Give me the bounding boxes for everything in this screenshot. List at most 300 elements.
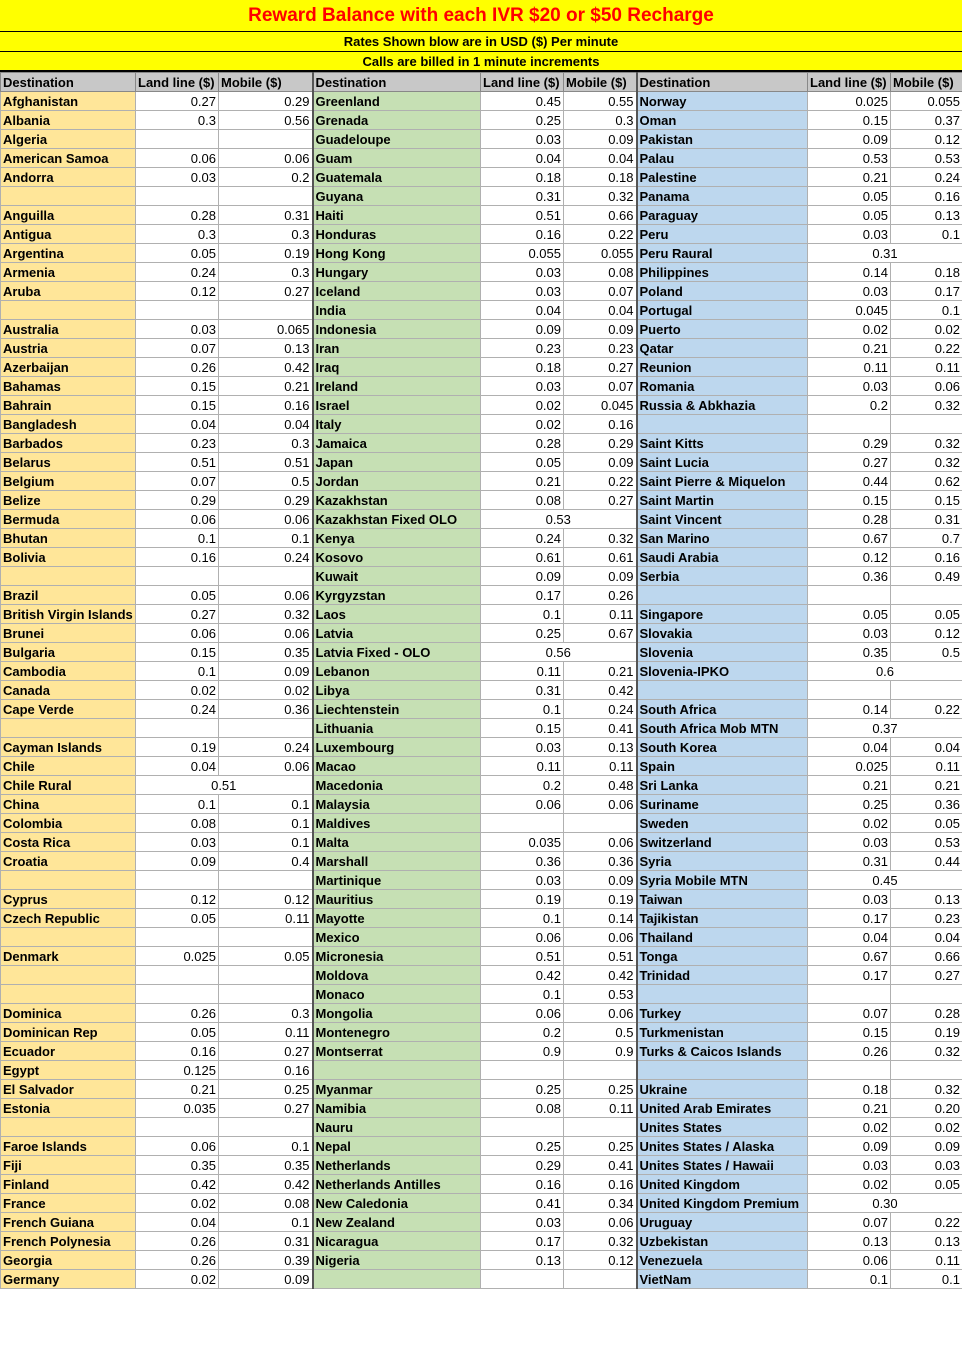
mobile-rate-cell [219, 928, 313, 947]
landline-rate-cell: 0.26 [136, 1232, 219, 1251]
mobile-rate-cell: 0.11 [891, 1251, 962, 1270]
mobile-rate-cell: 0.42 [564, 681, 637, 700]
mobile-rate-cell: 0.08 [564, 263, 637, 282]
landline-rate-cell: 0.21 [808, 339, 891, 358]
destination-cell: Kazakhstan [313, 491, 481, 510]
table-row [1, 795, 962, 814]
mobile-rate-cell: 0.04 [564, 301, 637, 320]
destination-cell: Slovenia [637, 643, 808, 662]
landline-rate-cell: 0.21 [808, 168, 891, 187]
destination-cell: Moldova [313, 966, 481, 985]
mobile-rate-cell: 0.24 [564, 700, 637, 719]
table-row [1, 624, 962, 643]
mobile-rate-cell: 0.06 [564, 1004, 637, 1023]
destination-cell: United Arab Emirates [637, 1099, 808, 1118]
table-row [1, 320, 962, 339]
landline-rate-cell: 0.09 [481, 567, 564, 586]
landline-rate-cell: 0.15 [136, 396, 219, 415]
landline-rate-cell [481, 1270, 564, 1289]
landline-rate-cell: 0.08 [481, 491, 564, 510]
mobile-rate-cell: 0.23 [564, 339, 637, 358]
landline-rate-cell: 0.08 [481, 1099, 564, 1118]
mobile-rate-cell: 0.06 [219, 149, 313, 168]
landline-rate-cell: 0.03 [808, 833, 891, 852]
landline-rate-cell: 0.03 [808, 1156, 891, 1175]
header-mobile: Mobile ($) [564, 73, 637, 92]
landline-rate-cell: 0.17 [481, 1232, 564, 1251]
landline-rate-cell: 0.21 [808, 1099, 891, 1118]
destination-cell: Ireland [313, 377, 481, 396]
destination-cell: Guatemala [313, 168, 481, 187]
mobile-rate-cell: 0.32 [564, 187, 637, 206]
destination-cell: Netherlands Antilles [313, 1175, 481, 1194]
landline-rate-cell: 0.51 [481, 947, 564, 966]
mobile-rate-cell: 0.39 [219, 1251, 313, 1270]
destination-cell: Austria [1, 339, 136, 358]
mobile-rate-cell: 0.41 [564, 1156, 637, 1175]
destination-cell [637, 586, 808, 605]
mobile-rate-cell [219, 1118, 313, 1137]
mobile-rate-cell: 0.12 [891, 130, 962, 149]
landline-rate-cell: 0.1 [136, 795, 219, 814]
destination-cell: Bolivia [1, 548, 136, 567]
destination-cell: South Africa Mob MTN [637, 719, 808, 738]
destination-cell: Mayotte [313, 909, 481, 928]
mobile-rate-cell: 0.11 [564, 757, 637, 776]
destination-cell: Qatar [637, 339, 808, 358]
landline-rate-cell: 0.035 [481, 833, 564, 852]
destination-cell: Slovenia-IPKO [637, 662, 808, 681]
landline-rate-cell: 0.27 [136, 92, 219, 111]
mobile-rate-cell: 0.03 [891, 1156, 962, 1175]
landline-rate-cell: 0.02 [808, 1118, 891, 1137]
landline-rate-cell: 0.09 [808, 130, 891, 149]
header-landline: Land line ($) [136, 73, 219, 92]
landline-rate-cell: 0.18 [481, 358, 564, 377]
landline-rate-cell: 0.35 [136, 1156, 219, 1175]
table-row [1, 909, 962, 928]
landline-rate-cell: 0.05 [136, 1023, 219, 1042]
destination-cell: Kenya [313, 529, 481, 548]
mobile-rate-cell [219, 301, 313, 320]
mobile-rate-cell: 0.16 [219, 396, 313, 415]
landline-rate-cell: 0.15 [136, 643, 219, 662]
destination-cell: Fiji [1, 1156, 136, 1175]
destination-cell: Haiti [313, 206, 481, 225]
landline-rate-cell: 0.19 [136, 738, 219, 757]
mobile-rate-cell: 0.16 [219, 1061, 313, 1080]
destination-cell: Luxembourg [313, 738, 481, 757]
landline-rate-cell: 0.27 [136, 605, 219, 624]
landline-rate-cell: 0.07 [136, 339, 219, 358]
landline-rate-cell: 0.025 [136, 947, 219, 966]
landline-rate-cell: 0.2 [481, 1023, 564, 1042]
landline-rate-cell: 0.28 [808, 510, 891, 529]
mobile-rate-cell: 0.31 [219, 1232, 313, 1251]
destination-cell: Bahamas [1, 377, 136, 396]
destination-cell: Unites States / Alaska [637, 1137, 808, 1156]
destination-cell: Cyprus [1, 890, 136, 909]
mobile-rate-cell: 0.35 [219, 1156, 313, 1175]
mobile-rate-cell: 0.32 [891, 1080, 962, 1099]
destination-cell [313, 1270, 481, 1289]
landline-rate-cell: 0.1 [136, 662, 219, 681]
table-row [1, 472, 962, 491]
landline-rate-cell: 0.025 [808, 92, 891, 111]
table-row [1, 168, 962, 187]
mobile-rate-cell: 0.09 [564, 453, 637, 472]
landline-rate-cell: 0.15 [808, 111, 891, 130]
landline-rate-cell: 0.51 [481, 206, 564, 225]
flat-rate-cell: 0.56 [481, 643, 637, 662]
destination-cell [1, 187, 136, 206]
mobile-rate-cell: 0.16 [891, 187, 962, 206]
mobile-rate-cell: 0.32 [891, 453, 962, 472]
landline-rate-cell: 0.1 [136, 529, 219, 548]
destination-cell: Uruguay [637, 1213, 808, 1232]
destination-cell: Mauritius [313, 890, 481, 909]
landline-rate-cell: 0.21 [481, 472, 564, 491]
landline-rate-cell: 0.16 [136, 548, 219, 567]
header-destination: Destination [637, 73, 808, 92]
mobile-rate-cell: 0.27 [219, 1099, 313, 1118]
destination-cell: Syria [637, 852, 808, 871]
destination-cell: Afghanistan [1, 92, 136, 111]
destination-cell: Egypt [1, 1061, 136, 1080]
destination-cell: United Kingdom [637, 1175, 808, 1194]
mobile-rate-cell: 0.3 [219, 434, 313, 453]
destination-cell: Macedonia [313, 776, 481, 795]
destination-cell: French Polynesia [1, 1232, 136, 1251]
mobile-rate-cell: 0.20 [891, 1099, 962, 1118]
table-row [1, 301, 962, 320]
landline-rate-cell: 0.25 [481, 1080, 564, 1099]
flat-rate-cell: 0.30 [808, 1194, 962, 1213]
landline-rate-cell: 0.15 [808, 1023, 891, 1042]
landline-rate-cell: 0.03 [481, 130, 564, 149]
mobile-rate-cell [219, 187, 313, 206]
destination-cell: Myanmar [313, 1080, 481, 1099]
flat-rate-cell: 0.37 [808, 719, 962, 738]
table-row [1, 187, 962, 206]
landline-rate-cell [136, 985, 219, 1004]
landline-rate-cell: 0.1 [808, 1270, 891, 1289]
mobile-rate-cell: 0.31 [891, 510, 962, 529]
landline-rate-cell: 0.04 [136, 415, 219, 434]
mobile-rate-cell: 0.5 [219, 472, 313, 491]
landline-rate-cell: 0.31 [481, 187, 564, 206]
mobile-rate-cell: 0.16 [891, 548, 962, 567]
mobile-rate-cell: 0.27 [219, 1042, 313, 1061]
destination-cell [1, 301, 136, 320]
destination-cell: Greenland [313, 92, 481, 111]
landline-rate-cell: 0.2 [808, 396, 891, 415]
landline-rate-cell [136, 966, 219, 985]
mobile-rate-cell [564, 1270, 637, 1289]
landline-rate-cell: 0.03 [136, 320, 219, 339]
mobile-rate-cell [891, 1061, 962, 1080]
table-row [1, 586, 962, 605]
landline-rate-cell: 0.13 [808, 1232, 891, 1251]
mobile-rate-cell: 0.065 [219, 320, 313, 339]
table-row [1, 1194, 962, 1213]
mobile-rate-cell: 0.32 [891, 1042, 962, 1061]
mobile-rate-cell: 0.44 [891, 852, 962, 871]
destination-cell: Faroe Islands [1, 1137, 136, 1156]
landline-rate-cell: 0.11 [481, 662, 564, 681]
mobile-rate-cell: 0.9 [564, 1042, 637, 1061]
mobile-rate-cell: 0.53 [564, 985, 637, 1004]
landline-rate-cell: 0.26 [136, 358, 219, 377]
landline-rate-cell: 0.06 [136, 149, 219, 168]
landline-rate-cell: 0.04 [136, 1213, 219, 1232]
destination-cell: Netherlands [313, 1156, 481, 1175]
destination-cell: Japan [313, 453, 481, 472]
mobile-rate-cell: 0.3 [219, 225, 313, 244]
table-row [1, 130, 962, 149]
destination-cell: Jamaica [313, 434, 481, 453]
mobile-rate-cell: 0.27 [564, 491, 637, 510]
mobile-rate-cell [219, 966, 313, 985]
mobile-rate-cell: 0.4 [219, 852, 313, 871]
landline-rate-cell [808, 681, 891, 700]
table-row [1, 529, 962, 548]
landline-rate-cell: 0.24 [481, 529, 564, 548]
landline-rate-cell: 0.09 [481, 320, 564, 339]
mobile-rate-cell: 0.1 [219, 814, 313, 833]
mobile-rate-cell: 0.16 [564, 1175, 637, 1194]
mobile-rate-cell: 0.02 [891, 1118, 962, 1137]
mobile-rate-cell: 0.19 [219, 244, 313, 263]
flat-rate-cell: 0.6 [808, 662, 962, 681]
mobile-rate-cell: 0.05 [891, 605, 962, 624]
destination-cell: Armenia [1, 263, 136, 282]
destination-cell: Ukraine [637, 1080, 808, 1099]
landline-rate-cell: 0.05 [136, 586, 219, 605]
landline-rate-cell: 0.27 [808, 453, 891, 472]
mobile-rate-cell [564, 1061, 637, 1080]
mobile-rate-cell: 0.37 [891, 111, 962, 130]
mobile-rate-cell: 0.17 [891, 282, 962, 301]
mobile-rate-cell: 0.23 [891, 909, 962, 928]
mobile-rate-cell: 0.12 [891, 624, 962, 643]
destination-cell: Peru [637, 225, 808, 244]
mobile-rate-cell: 0.34 [564, 1194, 637, 1213]
table-row [1, 453, 962, 472]
landline-rate-cell: 0.02 [481, 396, 564, 415]
mobile-rate-cell: 0.06 [564, 928, 637, 947]
destination-cell: Honduras [313, 225, 481, 244]
landline-rate-cell: 0.28 [136, 206, 219, 225]
mobile-rate-cell: 0.21 [219, 377, 313, 396]
table-row [1, 206, 962, 225]
landline-rate-cell: 0.05 [136, 909, 219, 928]
mobile-rate-cell: 0.21 [891, 776, 962, 795]
mobile-rate-cell: 0.29 [219, 92, 313, 111]
destination-cell: Indonesia [313, 320, 481, 339]
mobile-rate-cell: 0.045 [564, 396, 637, 415]
landline-rate-cell: 0.05 [808, 605, 891, 624]
destination-cell [637, 1061, 808, 1080]
landline-rate-cell: 0.3 [136, 111, 219, 130]
mobile-rate-cell: 0.27 [219, 282, 313, 301]
mobile-rate-cell: 0.22 [564, 472, 637, 491]
table-row [1, 1099, 962, 1118]
table-row [1, 928, 962, 947]
landline-rate-cell: 0.14 [808, 700, 891, 719]
destination-cell: Palau [637, 149, 808, 168]
mobile-rate-cell: 0.02 [219, 681, 313, 700]
mobile-rate-cell: 0.27 [564, 358, 637, 377]
destination-cell: Israel [313, 396, 481, 415]
mobile-rate-cell: 0.51 [219, 453, 313, 472]
mobile-rate-cell: 0.19 [564, 890, 637, 909]
mobile-rate-cell: 0.1 [219, 529, 313, 548]
destination-cell: Italy [313, 415, 481, 434]
destination-cell: Hungary [313, 263, 481, 282]
table-row [1, 1270, 962, 1289]
destination-cell: Saint Kitts [637, 434, 808, 453]
destination-cell [1, 1118, 136, 1137]
landline-rate-cell: 0.05 [481, 453, 564, 472]
mobile-rate-cell: 0.25 [564, 1080, 637, 1099]
mobile-rate-cell: 0.32 [219, 605, 313, 624]
landline-rate-cell: 0.05 [808, 206, 891, 225]
table-row [1, 1080, 962, 1099]
landline-rate-cell: 0.07 [136, 472, 219, 491]
landline-rate-cell: 0.045 [808, 301, 891, 320]
landline-rate-cell: 0.05 [808, 187, 891, 206]
destination-cell: Latvia Fixed - OLO [313, 643, 481, 662]
landline-rate-cell [808, 1061, 891, 1080]
mobile-rate-cell: 0.12 [219, 890, 313, 909]
landline-rate-cell: 0.1 [481, 605, 564, 624]
destination-cell: Costa Rica [1, 833, 136, 852]
landline-rate-cell: 0.24 [136, 700, 219, 719]
destination-cell: Slovakia [637, 624, 808, 643]
destination-cell: Albania [1, 111, 136, 130]
mobile-rate-cell: 0.3 [564, 111, 637, 130]
destination-cell [1, 719, 136, 738]
destination-cell: Marshall [313, 852, 481, 871]
mobile-rate-cell: 0.1 [219, 833, 313, 852]
landline-rate-cell: 0.04 [136, 757, 219, 776]
destination-cell: Venezuela [637, 1251, 808, 1270]
table-row [1, 966, 962, 985]
table-row [1, 548, 962, 567]
destination-cell: Jordan [313, 472, 481, 491]
mobile-rate-cell: 0.51 [564, 947, 637, 966]
landline-rate-cell: 0.16 [481, 225, 564, 244]
destination-cell: Taiwan [637, 890, 808, 909]
landline-rate-cell: 0.25 [481, 624, 564, 643]
destination-cell: Colombia [1, 814, 136, 833]
destination-cell: Kuwait [313, 567, 481, 586]
table-row [1, 871, 962, 890]
landline-rate-cell: 0.04 [808, 928, 891, 947]
landline-rate-cell: 0.06 [808, 1251, 891, 1270]
destination-cell: Mexico [313, 928, 481, 947]
mobile-rate-cell: 0.36 [564, 852, 637, 871]
table-row [1, 263, 962, 282]
rates-note: Rates Shown blow are in USD ($) Per minute [0, 32, 962, 52]
mobile-rate-cell: 0.11 [219, 1023, 313, 1042]
landline-rate-cell: 0.04 [481, 301, 564, 320]
destination-cell: Liechtenstein [313, 700, 481, 719]
mobile-rate-cell: 0.13 [564, 738, 637, 757]
mobile-rate-cell [219, 719, 313, 738]
landline-rate-cell: 0.45 [481, 92, 564, 111]
mobile-rate-cell: 0.22 [891, 700, 962, 719]
landline-rate-cell: 0.18 [808, 1080, 891, 1099]
landline-rate-cell: 0.21 [136, 1080, 219, 1099]
header-landline: Land line ($) [481, 73, 564, 92]
destination-cell: Anguilla [1, 206, 136, 225]
mobile-rate-cell: 0.66 [564, 206, 637, 225]
mobile-rate-cell: 0.41 [564, 719, 637, 738]
landline-rate-cell: 0.02 [136, 681, 219, 700]
mobile-rate-cell: 0.06 [219, 624, 313, 643]
table-row [1, 434, 962, 453]
destination-cell: Turks & Caicos Islands [637, 1042, 808, 1061]
landline-rate-cell: 0.06 [481, 1004, 564, 1023]
mobile-rate-cell: 0.11 [219, 909, 313, 928]
mobile-rate-cell: 0.16 [564, 415, 637, 434]
destination-cell [1, 985, 136, 1004]
landline-rate-cell: 0.05 [136, 244, 219, 263]
table-row [1, 738, 962, 757]
destination-cell: Bangladesh [1, 415, 136, 434]
mobile-rate-cell: 0.32 [891, 396, 962, 415]
destination-cell: Norway [637, 92, 808, 111]
landline-rate-cell: 0.02 [808, 1175, 891, 1194]
landline-rate-cell: 0.04 [808, 738, 891, 757]
landline-rate-cell: 0.29 [136, 491, 219, 510]
mobile-rate-cell: 0.06 [564, 1213, 637, 1232]
mobile-rate-cell: 0.09 [219, 1270, 313, 1289]
destination-cell: Malta [313, 833, 481, 852]
landline-rate-cell: 0.1 [481, 700, 564, 719]
landline-rate-cell: 0.07 [808, 1004, 891, 1023]
landline-rate-cell: 0.36 [808, 567, 891, 586]
table-row [1, 282, 962, 301]
table-row [1, 1251, 962, 1270]
mobile-rate-cell: 0.06 [219, 757, 313, 776]
landline-rate-cell [136, 871, 219, 890]
destination-cell [1, 966, 136, 985]
mobile-rate-cell [564, 1118, 637, 1137]
mobile-rate-cell: 0.09 [564, 130, 637, 149]
destination-cell: Lebanon [313, 662, 481, 681]
mobile-rate-cell: 0.13 [891, 206, 962, 225]
table-row [1, 947, 962, 966]
table-row [1, 149, 962, 168]
mobile-rate-cell: 0.55 [564, 92, 637, 111]
landline-rate-cell: 0.06 [481, 928, 564, 947]
destination-cell: Nicaragua [313, 1232, 481, 1251]
destination-cell: Russia & Abkhazia [637, 396, 808, 415]
landline-rate-cell: 0.11 [808, 358, 891, 377]
table-row [1, 1042, 962, 1061]
mobile-rate-cell: 0.06 [891, 377, 962, 396]
table-row [1, 92, 962, 111]
mobile-rate-cell: 0.5 [891, 643, 962, 662]
landline-rate-cell: 0.12 [136, 282, 219, 301]
table-row [1, 1213, 962, 1232]
table-row [1, 605, 962, 624]
destination-cell: Antigua [1, 225, 136, 244]
landline-rate-cell: 0.055 [481, 244, 564, 263]
